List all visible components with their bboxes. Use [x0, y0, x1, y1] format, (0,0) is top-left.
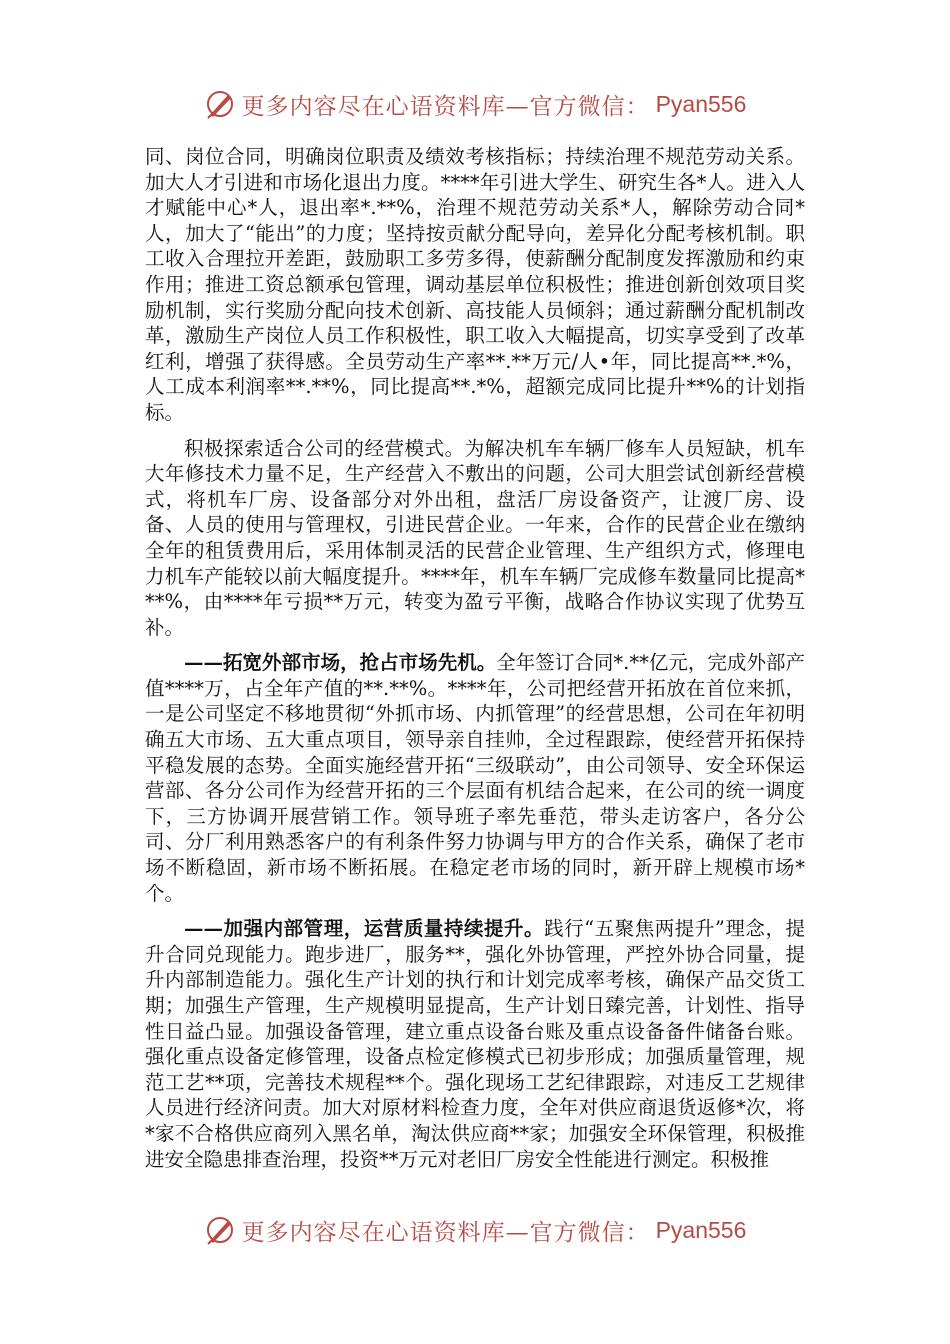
pen-logo-icon [204, 88, 236, 120]
paragraph-4-heading: ——加强内部管理，运营质量持续提升。 [184, 917, 545, 941]
paragraph-3 [145, 650, 805, 906]
paragraph-1-text: 同、岗位合同，明确岗位职责及绩效考核指标；持续治理不规范劳动关系。加大人才引进和市场化退出力度。****年引进大学生、研究生各*人。进入人才赋能中心*人，退出率*.**%，治理不规范劳动关系*人，解除劳动合同*人，加大了“能出”的力度；坚持按贡献分配导向，差异化分配考核机制。职工收入合理拉开差距，鼓励职工多劳多得，使薪酬分配制度发挥激励和约束作用；推进工资总额承包管理，调动基层单位积极性；推进创新创效项目奖励机制，实行奖励分配向技术创新、高技能人员倾斜；通过薪酬分配机制改革，激励生产岗位人员工作积极性，职工收入大幅提高，切实享受到了改革红利，增强了获得感。全员劳动生产率**.**万元/人•年，同比提高**.*%，人工成本利润率**.**%，同比提高**.*%，超额完成同比提升**%的计划指标。 [145, 145, 805, 424]
footer-watermark-banner [0, 1208, 950, 1252]
header-watermark-banner [0, 82, 950, 126]
paragraph-4 [145, 916, 805, 1172]
wechat-id: Pyan556 [655, 1216, 747, 1243]
watermark-text: 更多内容尽在心语资料库—官方微信： [241, 1219, 650, 1246]
paragraph-2 [145, 436, 805, 641]
document-body [145, 144, 805, 1172]
watermark-text: 更多内容尽在心语资料库—官方微信： [241, 93, 650, 120]
paragraph-1 [145, 144, 805, 426]
pen-logo-icon [204, 1214, 236, 1246]
wechat-id: Pyan556 [655, 90, 747, 117]
paragraph-3-text: 全年签订合同*.**亿元，完成外部产值****万，占全年产值的**.**%。****年，公司把经营开拓放在首位来抓，一是公司坚定不移地贯彻“外抓市场、内抓管理”的经营思想，公司在年初明确五大市场、五大重点项目，领导亲自挂帅，全过程跟踪，使经营开拓保持平稳发展的态势。全面实施经营开拓“三级联动”，由公司领导、安全环保运营部、各分公司作为经营开拓的三个层面有机结合起来，在公司的统一调度下，三方协调开展营销工作。领导班子率先垂范，带头走访客户，各分公司、分厂利用熟悉客户的有利条件努力协调与甲方的合作关系，确保了老市场不断稳固，新市场不断拓展。在稳定老市场的同时，新开辟上规模市场*个。 [145, 651, 805, 905]
paragraph-4-text: 践行“五聚焦两提升”理念，提升合同兑现能力。跑步进厂，服务**，强化外协管理，严控外协合同量，提升内部制造能力。强化生产计划的执行和计划完成率考核，确保产品交货工期；加强生产管理，生产规模明显提高，生产计划日臻完善，计划性、指导性日益凸显。加强设备管理，建立重点设备台账及重点设备备件储备台账。强化重点设备定修管理，设备点检定修模式已初步形成；加强质量管理，规范工艺**项，完善技术规程**个。强化现场工艺纪律跟踪，对违反工艺规律人员进行经济问责。加大对原材料检查力度，全年对供应商退货返修*次，将*家不合格供应商列入黑名单，淘汰供应商**家；加强安全环保管理，积极推进安全隐患排查治理，投资**万元对老旧厂房安全性能进行测定。积极推 [145, 917, 805, 1171]
paragraph-3-heading: ——拓宽外部市场，抢占市场先机。 [184, 651, 497, 675]
paragraph-2-text: 积极探索适合公司的经营模式。为解决机车车辆厂修车人员短缺，机车大年修技术力量不足，生产经营入不敷出的问题，公司大胆尝试创新经营模式，将机车厂房、设备部分对外出租，盘活厂房设备资产，让渡厂房、设备、人员的使用与管理权，引进民营企业。一年来，合作的民营企业在缴纳全年的租赁费用后，采用体制灵活的民营企业管理、生产组织方式，修理电力机车产能较以前大幅度提升。****年，机车车辆厂完成修车数量同比提高***%，由****年亏损**万元，转变为盈亏平衡，战略合作协议实现了优势互补。 [145, 436, 805, 639]
